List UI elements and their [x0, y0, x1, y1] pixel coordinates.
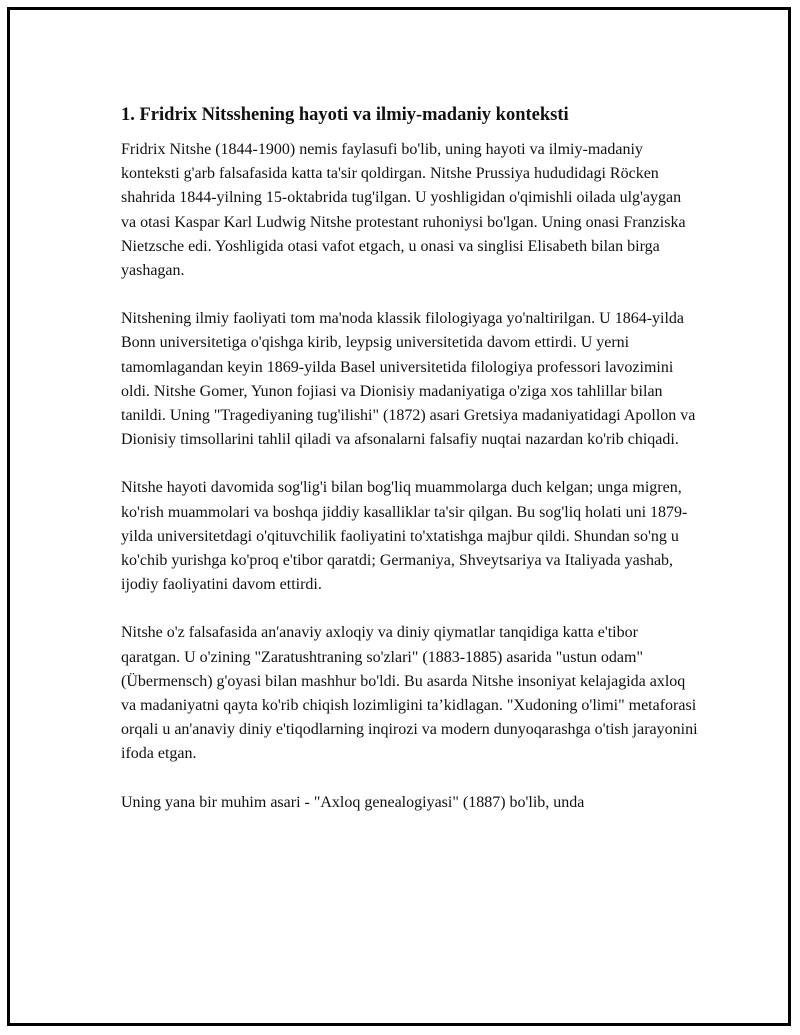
page-frame: [7, 7, 791, 1026]
section-heading: 1. Fridrix Nitsshening hayoti va ilmiy-madaniy konteksti: [121, 105, 569, 125]
paragraph-1: Fridrix Nitshe (1844-1900) nemis faylasufi bo'lib, uning hayoti va ilmiy-madaniy konteksti g'arb falsafasida katta ta'sir qoldirgan. Nitshe Prussiya hududidagi Röcken shahrida 1844-yilning 15-oktabrida tug'ilgan. U yoshligidan o'qimishli oilada ulg'aygan va otasi Kaspar Karl Ludwig Nitshe protestant ruhoniysi bo'lgan. Uning onasi Franziska Nietzsche edi. Yoshligida otasi vafot etgach, u onasi va singlisi Elisabeth bilan birga yashagan.: [121, 141, 686, 280]
paragraph-2: Nitshening ilmiy faoliyati tom ma'noda klassik filologiyaga yo'naltirilgan. U 1864-yilda Bonn universitetiga o'qishga kirib, leypsig universitetida davom ettirdi. U yerni tamomlagandan keyin 1869-yilda Basel universitetida filologiya professori lavozimini oldi. Nitshe Gomer, Yunon fojiasi va Dionisiy madaniyatiga o'ziga xos tahlillar bilan tanildi. Uning "Tragediyaning tug'ilishi" (1872) asari Gretsiya madaniyatidagi Apollon va Dionisiy timsollarini tahlil qiladi va afsonalarni falsafiy nuqtai nazardan ko'rib chiqadi.: [121, 310, 696, 449]
document-body: [121, 100, 699, 839]
paragraph-5: Uning yana bir muhim asari - "Axloq genealogiyasi" (1887) bo'lib, unda: [121, 793, 585, 811]
paragraph-4: Nitshe o'z falsafasida an'anaviy axloqiy va diniy qiymatlar tanqidiga katta e'tibor qaratgan. U o'zining "Zaratushtraning so'zlari" (1883-1885) asarida "ustun odam" (Übermensch) g'oyasi bilan mashhur bo'ldi. Bu asarda Nitshe insoniyat kelajagida axloq va madaniyatni qayta ko'rib chiqish lozimligini ta’kidlagan. "Xudoning o'limi" metaforasi orqali u an'anaviy diniy e'tiqodlarning inqirozi va modern dunyoqarashga o'tish jarayonini ifoda etgan.: [121, 624, 698, 763]
paragraph-3: Nitshe hayoti davomida sog'lig'i bilan bog'liq muammolarga duch kelgan; unga migren, ko'rish muammolari va boshqa jiddiy kasalliklar ta'sir qilgan. Bu sog'liq holati uni 1879-yilda universitetdagi o'qituvchilik faoliyatini to'xtatishga majbur qildi. Shundan so'ng u ko'chib yurishga ko'proq e'tibor qaratdi; Germaniya, Shveytsariya va Italiyada yashab, ijodiy faoliyatini davom ettirdi.: [121, 479, 688, 594]
